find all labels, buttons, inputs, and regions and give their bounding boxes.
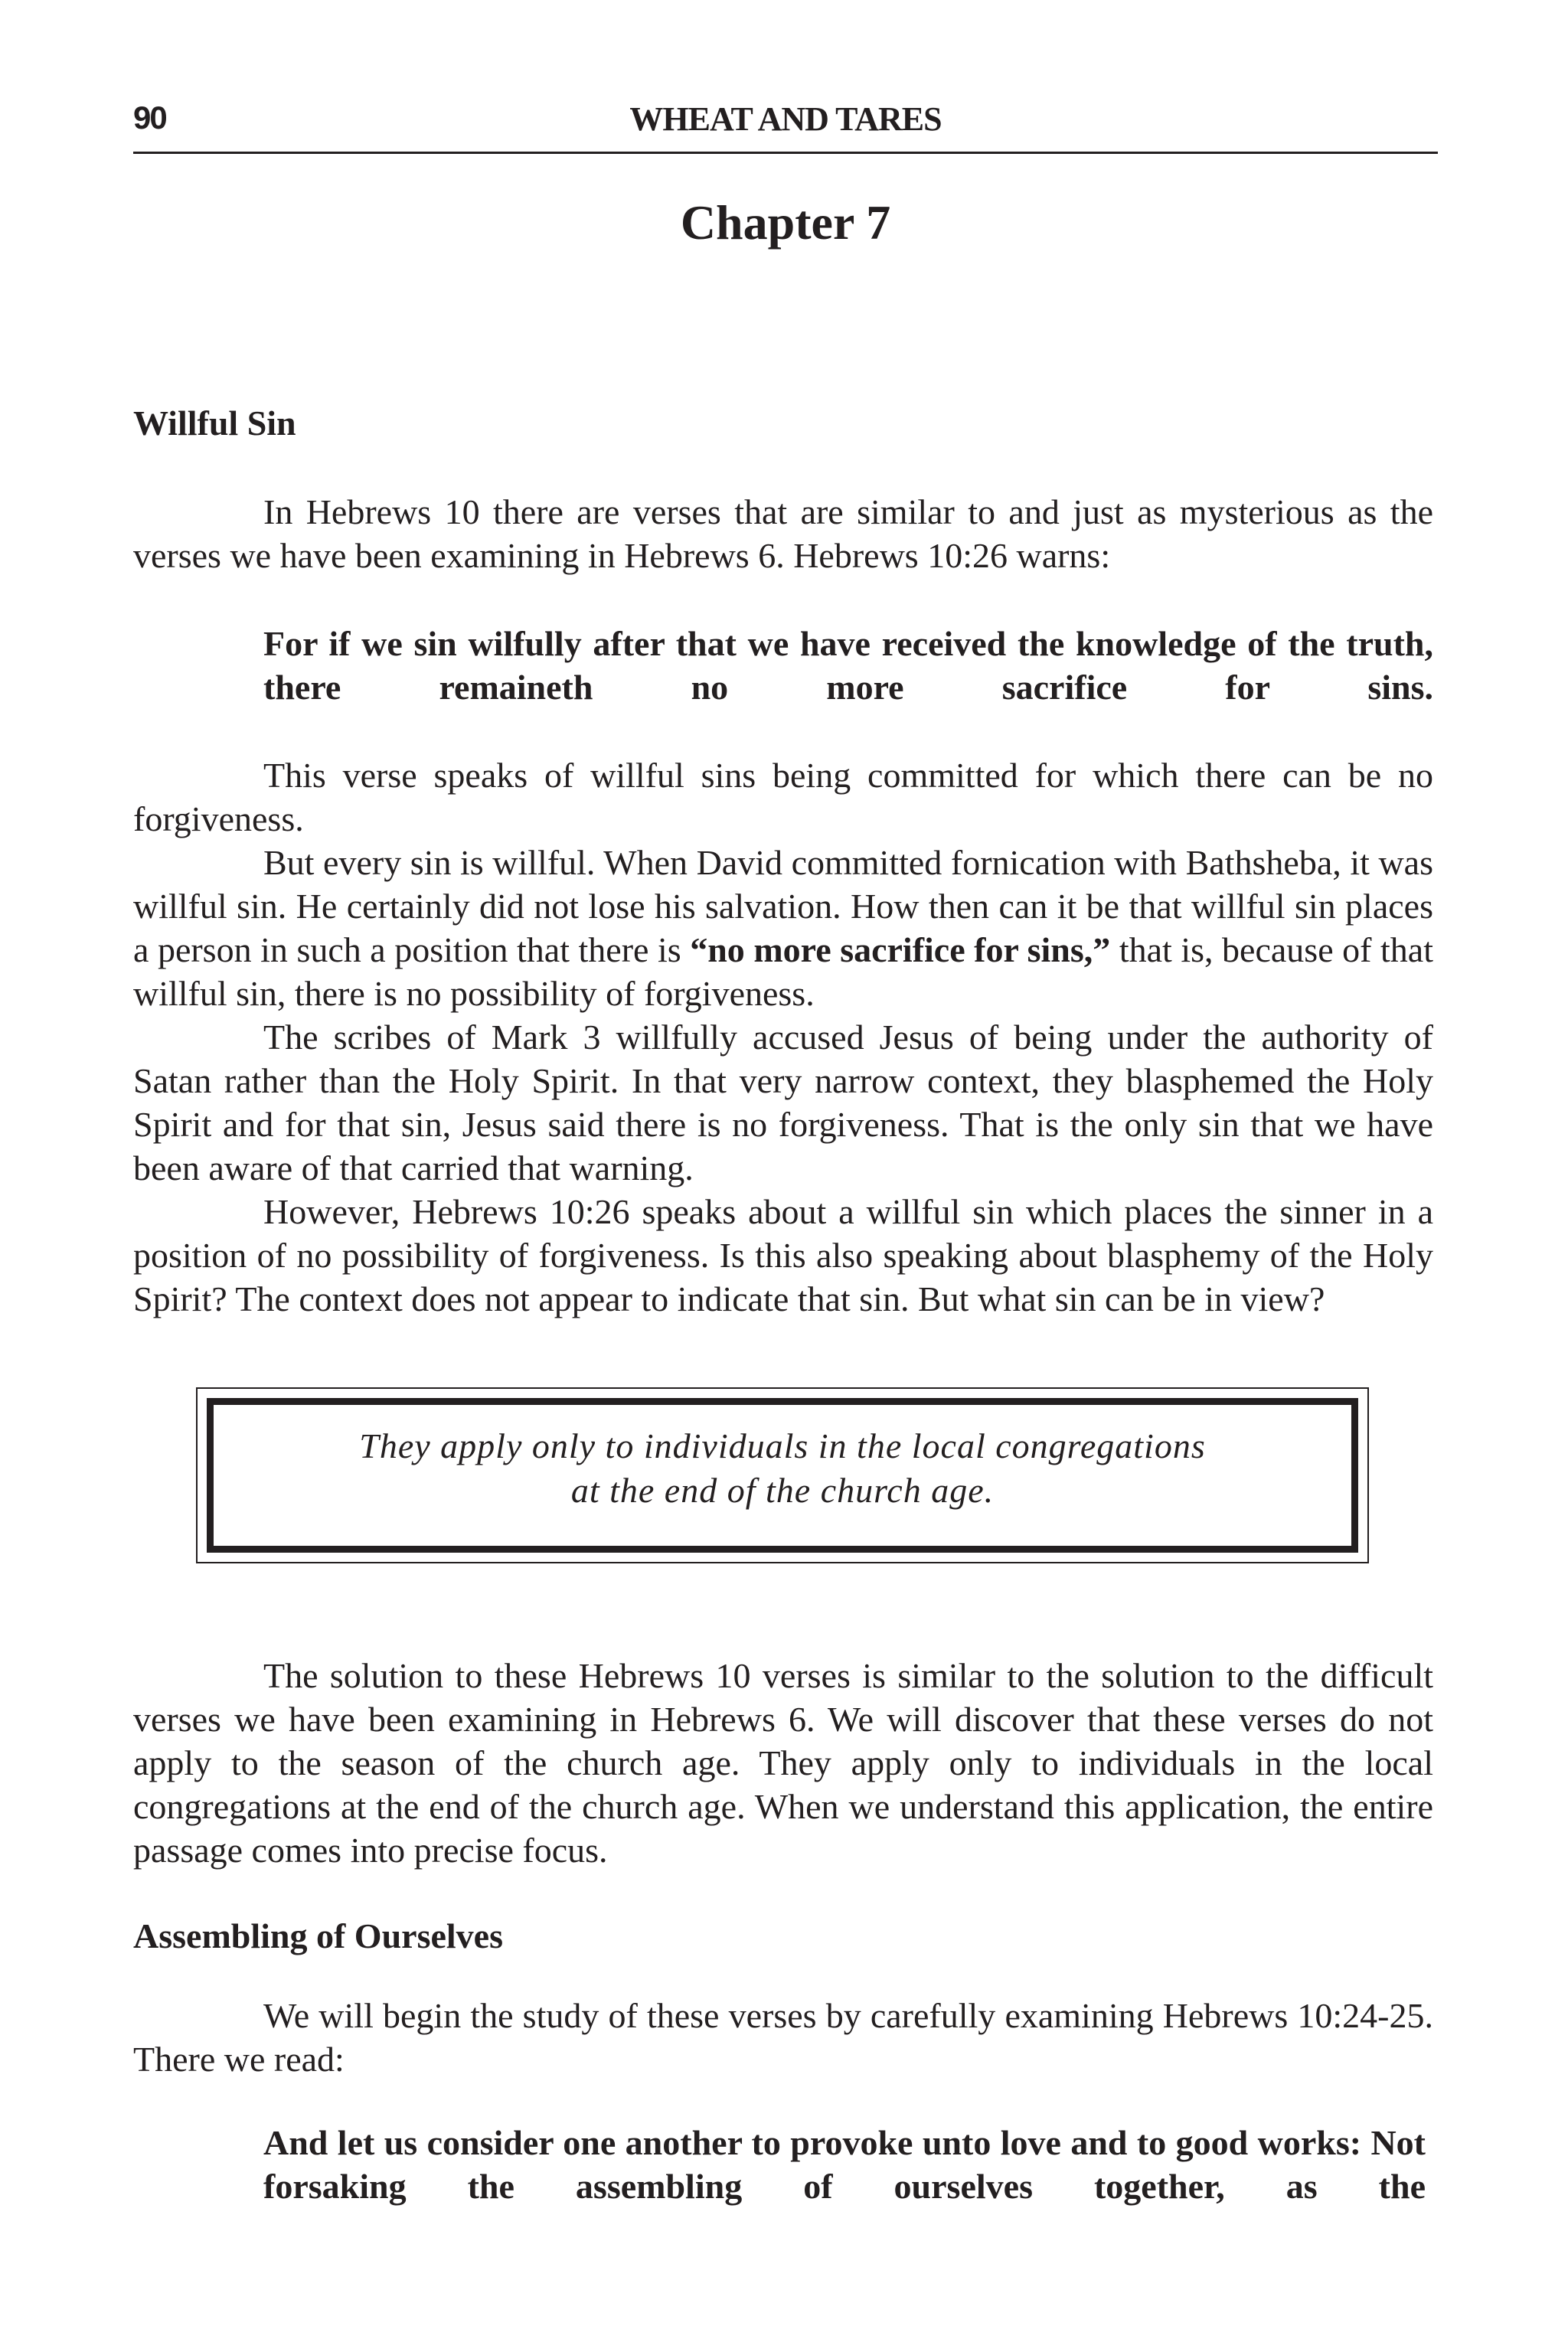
solution-paragraph [133, 1654, 1433, 1872]
body-paragraph-4 [133, 1190, 1433, 1321]
pull-quote-text [198, 1424, 1367, 1513]
body-paragraph-1-text: This verse speaks of willful sins being committed for which there can be no forgiveness. [133, 756, 1433, 838]
body-paragraph-4-text: However, Hebrews 10:26 speaks about a willful sin which places the sinner in a position of no possibility of forgiveness. Is this also speaking about blasphemy of the Holy Spirit? The context does not appear to indicate that sin. But what sin can be in view? [133, 1192, 1433, 1318]
scripture-quote-hebrews-10-24 [263, 2121, 1426, 2208]
section2-intro-text: We will begin the study of these verses by carefully examining Hebrews 10:24-25. There we read: [133, 1996, 1433, 2079]
section-heading-assembling: Assembling of Ourselves [133, 1916, 503, 1955]
body-paragraph-1 [133, 753, 1433, 841]
body-paragraph-2-text: But every sin is willful. When David committed fornication with Bathsheba, it was willful sin. He certainly did not lose his salvation. How then can it be that willful sin places a person in such a position that there is [133, 843, 1433, 969]
book-title: WHEAT AND TARES [629, 100, 942, 138]
pull-quote-line-1: They apply only to individuals in the local congregations [359, 1426, 1206, 1465]
page-number: 90 [133, 100, 166, 136]
section-heading-willful-sin: Willful Sin [133, 403, 296, 443]
scripture-quote-text: For if we sin wilfully after that we have received the knowledge of the truth, there remaineth no more sacrifice for sins. [263, 624, 1433, 707]
body-paragraph-3-text: The scribes of Mark 3 willfully accused Jesus of being under the authority of Satan rather than the Holy Spirit. In that very narrow context, they blasphemed the Holy Spirit and for that sin, Jesus said there is no forgiveness. That is the only sin that we have been aware of that carried that warning. [133, 1018, 1433, 1187]
body-paragraph-2-bold-phrase: “no more sacrifice for sins,” [690, 930, 1111, 969]
pull-quote-line-2: at the end of the church age. [570, 1471, 995, 1510]
body-paragraph-2 [133, 841, 1433, 1015]
scripture-quote-2-text: And let us consider one another to provoke unto love and to good works: Not forsaking the assembling of ourselves together, as the [263, 2123, 1426, 2206]
body-paragraph-3 [133, 1015, 1433, 1190]
intro-paragraph-text: In Hebrews 10 there are verses that are similar to and just as mysterious as the verses we have been examining in Hebrews 6. Hebrews 10:26 warns: [133, 492, 1433, 575]
body-paragraph-2-text-end: that is, because of that willful sin, there is no possibility of forgiveness. [133, 930, 1433, 1013]
scripture-quote-hebrews-10-26 [263, 622, 1433, 709]
pull-quote-box [196, 1387, 1369, 1563]
intro-paragraph [133, 490, 1433, 577]
solution-paragraph-text: The solution to these Hebrews 10 verses is similar to the solution to the difficult verses we have been examining in Hebrews 6. We will discover that these verses do not apply to the season of the church age. They apply only to individuals in the local congregations at the end of the church age. When we understand this application, the entire passage comes into precise focus. [133, 1656, 1433, 1870]
running-header [133, 96, 1438, 154]
section2-intro-paragraph [133, 1994, 1433, 2081]
chapter-title: Chapter 7 [680, 195, 891, 250]
